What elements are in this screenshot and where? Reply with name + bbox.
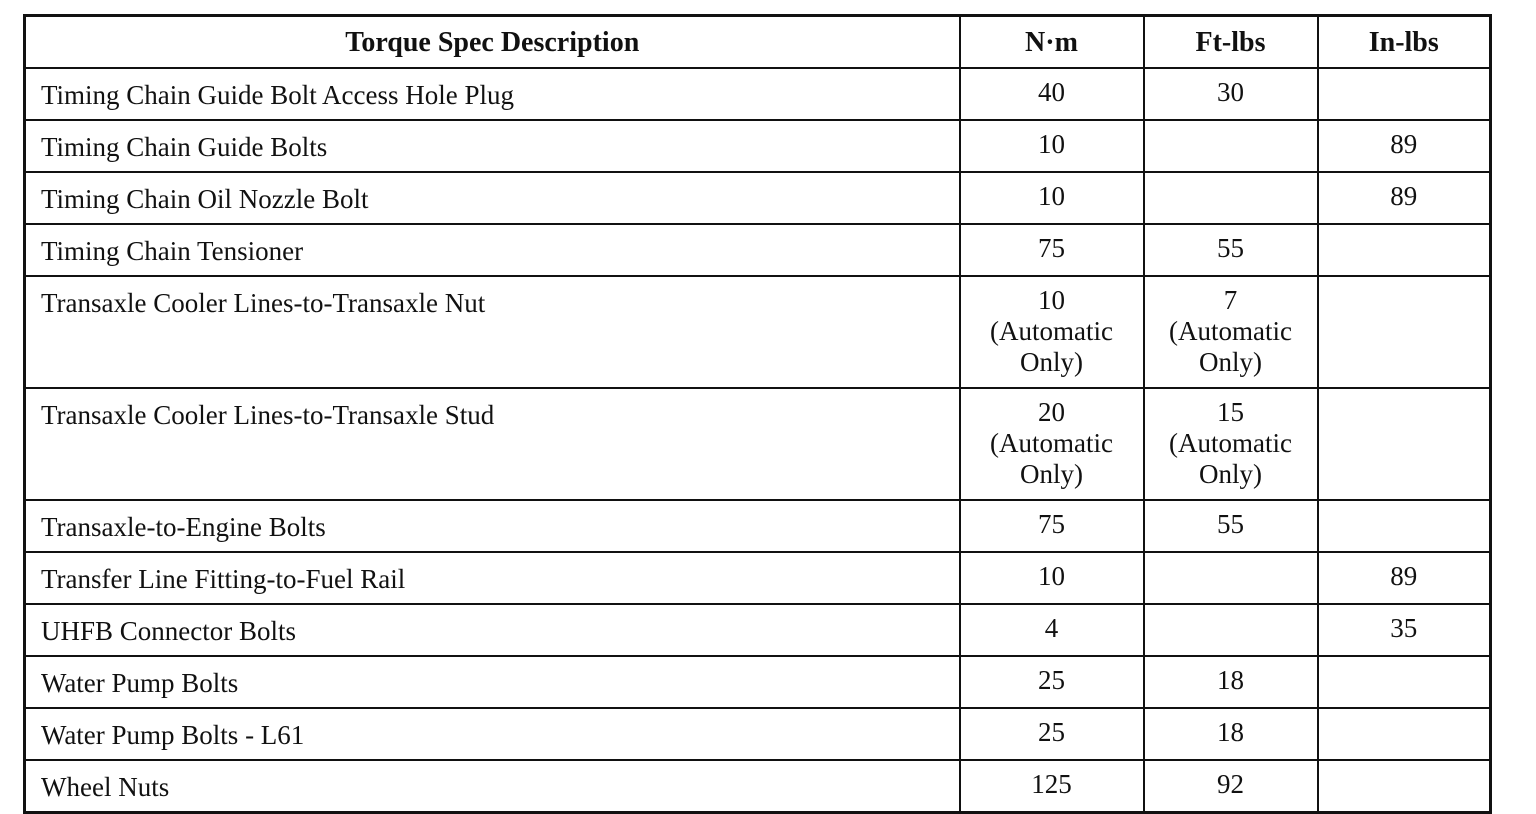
row-nm (960, 68, 1144, 120)
row-ftlbs-text: 18 (1217, 665, 1244, 695)
row-inlbs (1318, 552, 1491, 604)
row-nm (960, 656, 1144, 708)
table-row (25, 172, 1491, 224)
row-ftlbs-text: 30 (1217, 77, 1244, 107)
row-nm (960, 120, 1144, 172)
header-description: Torque Spec Description (25, 16, 960, 69)
row-ftlbs (1144, 68, 1318, 120)
row-nm-text: 40 (1038, 77, 1065, 107)
row-ftlbs (1144, 708, 1318, 760)
table-row (25, 604, 1491, 656)
table-row (25, 552, 1491, 604)
row-description (25, 708, 960, 760)
row-description-text: Timing Chain Oil Nozzle Bolt (41, 184, 369, 214)
table-header-row (25, 16, 1491, 69)
row-description-text: Transfer Line Fitting-to-Fuel Rail (41, 564, 406, 594)
row-ftlbs (1144, 172, 1318, 224)
row-description (25, 760, 960, 813)
row-inlbs (1318, 68, 1491, 120)
row-ftlbs (1144, 500, 1318, 552)
row-description-text: Transaxle Cooler Lines-to-Transaxle Stud (41, 400, 495, 430)
row-inlbs (1318, 604, 1491, 656)
row-description-text: Water Pump Bolts (41, 668, 239, 698)
torque-spec-table (23, 14, 1492, 814)
row-ftlbs (1144, 656, 1318, 708)
table-row (25, 120, 1491, 172)
row-description (25, 604, 960, 656)
row-description-text: Transaxle Cooler Lines-to-Transaxle Nut (41, 288, 486, 318)
row-ftlbs-text: 55 (1217, 233, 1244, 263)
row-inlbs-text: 89 (1390, 181, 1418, 211)
row-nm (960, 500, 1144, 552)
row-nm (960, 604, 1144, 656)
row-nm (960, 224, 1144, 276)
row-description (25, 68, 960, 120)
row-description-text: Water Pump Bolts - L61 (41, 720, 305, 750)
table-row (25, 656, 1491, 708)
row-inlbs (1318, 760, 1491, 813)
row-description (25, 276, 960, 388)
row-ftlbs-text: 15 (Automatic Only) (1169, 397, 1292, 489)
row-nm-text: 4 (1044, 613, 1059, 643)
row-nm-text: 125 (1031, 769, 1072, 799)
table-row (25, 760, 1491, 813)
row-inlbs (1318, 120, 1491, 172)
row-nm-text: 25 (1038, 665, 1065, 695)
row-nm-text: 10 (Automatic Only) (990, 285, 1113, 377)
row-description-text: Timing Chain Tensioner (41, 236, 304, 266)
header-nm: N·m (960, 16, 1144, 69)
table-row (25, 224, 1491, 276)
row-inlbs (1318, 708, 1491, 760)
table-row (25, 500, 1491, 552)
row-nm-text: 25 (1038, 717, 1065, 747)
row-ftlbs-text: 7 (Automatic Only) (1169, 285, 1292, 377)
row-nm (960, 552, 1144, 604)
row-nm (960, 708, 1144, 760)
row-nm-text: 75 (1038, 509, 1065, 539)
row-inlbs-text: 35 (1390, 613, 1418, 643)
table-row (25, 388, 1491, 500)
row-nm-text: 10 (1038, 561, 1065, 591)
header-ftlbs: Ft-lbs (1144, 16, 1318, 69)
row-description (25, 500, 960, 552)
row-nm-text: 20 (Automatic Only) (990, 397, 1113, 489)
row-ftlbs-text: 92 (1217, 769, 1244, 799)
row-inlbs (1318, 656, 1491, 708)
row-ftlbs (1144, 604, 1318, 656)
table-row (25, 276, 1491, 388)
row-inlbs-text: 89 (1390, 561, 1418, 591)
row-nm-text: 10 (1038, 129, 1065, 159)
row-ftlbs (1144, 120, 1318, 172)
row-ftlbs-text: 55 (1217, 509, 1244, 539)
row-description (25, 388, 960, 500)
row-ftlbs (1144, 760, 1318, 813)
row-description-text: Timing Chain Guide Bolts (41, 132, 328, 162)
row-nm-text: 10 (1038, 181, 1065, 211)
row-description-text: UHFB Connector Bolts (41, 616, 297, 646)
row-ftlbs (1144, 224, 1318, 276)
row-inlbs (1318, 500, 1491, 552)
row-description (25, 224, 960, 276)
row-description-text: Transaxle-to-Engine Bolts (41, 512, 326, 542)
row-description (25, 656, 960, 708)
table-row (25, 68, 1491, 120)
row-ftlbs (1144, 276, 1318, 388)
row-description (25, 552, 960, 604)
row-inlbs (1318, 224, 1491, 276)
row-inlbs (1318, 388, 1491, 500)
header-inlbs: In-lbs (1318, 16, 1491, 69)
row-description-text: Timing Chain Guide Bolt Access Hole Plug (41, 80, 515, 110)
row-nm (960, 760, 1144, 813)
row-nm (960, 276, 1144, 388)
table-row (25, 708, 1491, 760)
row-description (25, 120, 960, 172)
row-description-text: Wheel Nuts (41, 772, 170, 802)
row-inlbs-text: 89 (1390, 129, 1418, 159)
row-description (25, 172, 960, 224)
row-ftlbs-text: 18 (1217, 717, 1244, 747)
row-ftlbs (1144, 388, 1318, 500)
row-nm (960, 388, 1144, 500)
row-nm (960, 172, 1144, 224)
row-inlbs (1318, 276, 1491, 388)
row-nm-text: 75 (1038, 233, 1065, 263)
row-ftlbs (1144, 552, 1318, 604)
row-inlbs (1318, 172, 1491, 224)
